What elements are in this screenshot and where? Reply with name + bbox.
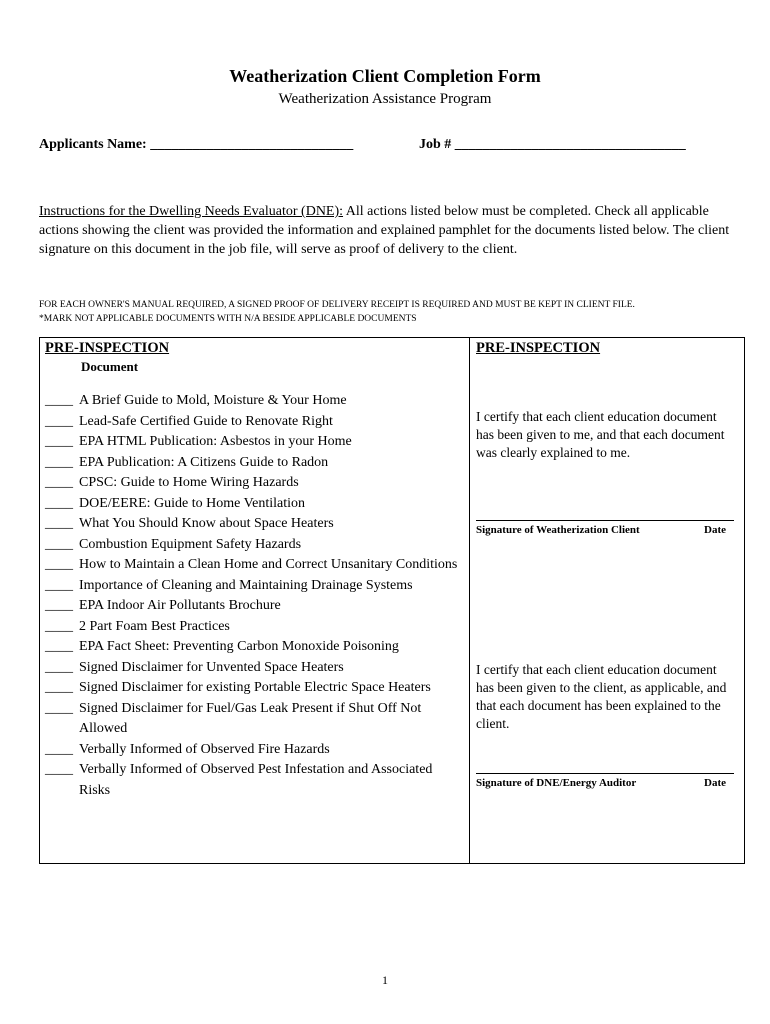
document-checklist-item — [45, 596, 465, 617]
column-divider — [469, 338, 470, 863]
document-title: EPA Fact Sheet: Preventing Carbon Monoxide Poisoning — [79, 639, 399, 654]
document-title: A Brief Guide to Mold, Moisture & Your Home — [79, 393, 347, 408]
right-section-heading: PRE-INSPECTION — [476, 340, 601, 356]
certification-column — [476, 340, 738, 357]
document-checklist-item — [45, 637, 465, 658]
document-title: EPA Publication: A Citizens Guide to Radon — [79, 454, 329, 470]
document-column-heading: Document — [81, 359, 139, 374]
checklist-blank[interactable]: ____ — [45, 495, 73, 511]
dne-signature-line[interactable] — [476, 773, 734, 774]
checklist-blank[interactable]: ____ — [45, 413, 73, 429]
document-title: Signed Disclaimer for Unvented Space Heaters — [79, 659, 344, 675]
document-checklist-item — [45, 658, 465, 679]
checklist-blank[interactable]: ____ — [45, 598, 73, 613]
document-title: Signed Disclaimer for existing Portable Electric Space Heaters — [79, 680, 431, 695]
checklist-blank[interactable]: ____ — [45, 393, 73, 408]
instructions-paragraph — [39, 202, 745, 259]
client-signature-caption: Signature of Weatherization Client — [476, 524, 640, 536]
dne-signature-caption: Signature of DNE/Energy Auditor — [476, 777, 637, 789]
checklist-blank[interactable]: ____ — [45, 454, 73, 470]
document-title: EPA Indoor Air Pollutants Brochure — [79, 598, 281, 613]
document-checklist-item — [45, 494, 465, 515]
checklist-blank[interactable]: ____ — [45, 475, 73, 490]
notes-block — [39, 298, 745, 326]
document-checklist-item — [45, 514, 465, 535]
instructions-body: All actions listed below must be completed. Check all applicable actions showing the client was provided the information and explained pamphlet for the documents listed below. The client signature on this document in the job file, will serve as proof of delivery to the client. — [39, 204, 730, 257]
client-certification-text: I certify that each client education document has been given to me, and that each document was clearly explained to me. — [476, 409, 725, 460]
checklist-blank[interactable]: ____ — [45, 536, 73, 552]
document-title: DOE/EERE: Guide to Home Ventilation — [79, 495, 306, 511]
checklist-blank[interactable]: ____ — [45, 680, 73, 695]
page-number: 1 — [382, 973, 388, 987]
document-title: Verbally Informed of Observed Pest Infestation and Associated Risks — [79, 762, 433, 798]
form-subtitle: Weatherization Assistance Program — [278, 91, 492, 107]
client-signature-label — [476, 524, 734, 536]
document-title: Combustion Equipment Safety Hazards — [79, 536, 302, 552]
checklist-blank[interactable]: ____ — [45, 762, 73, 777]
document-checklist-item — [45, 740, 465, 761]
checklist-blank[interactable]: ____ — [45, 516, 73, 531]
checklist-blank[interactable]: ____ — [45, 434, 73, 449]
document-title: Verbally Informed of Observed Fire Hazards — [79, 741, 330, 757]
document-checklist-item — [45, 432, 465, 453]
document-column — [45, 340, 465, 801]
checklist-blank[interactable]: ____ — [45, 659, 73, 675]
checklist-blank[interactable]: ____ — [45, 741, 73, 757]
document-checklist-item — [45, 412, 465, 433]
document-checklist-item — [45, 617, 465, 638]
document-title: What You Should Know about Space Heaters — [79, 516, 334, 531]
applicant-name-field[interactable]: Applicants Name: _____________________________ — [39, 137, 354, 152]
document-checklist-item — [45, 678, 465, 699]
document-title: Signed Disclaimer for Fuel/Gas Leak Present if Shut Off Not Allowed — [79, 700, 422, 736]
dne-certification-text: I certify that each client education document has been given to the client, as applicable, and that each document has been explained to the client. — [476, 662, 727, 731]
client-signature-line[interactable] — [476, 520, 734, 521]
dne-date-label: Date — [704, 777, 726, 789]
document-checklist-item — [45, 699, 465, 740]
dne-signature-label — [476, 777, 734, 789]
checklist-blank[interactable]: ____ — [45, 700, 73, 716]
checklist-blank[interactable]: ____ — [45, 577, 73, 593]
document-title: 2 Part Foam Best Practices — [79, 618, 230, 634]
document-checklist-item — [45, 576, 465, 597]
checklist-blank[interactable]: ____ — [45, 639, 73, 654]
document-title: EPA HTML Publication: Asbestos in your Home — [79, 434, 352, 449]
checklist-table — [39, 337, 745, 864]
left-section-heading: PRE-INSPECTION — [45, 340, 170, 356]
form-title: Weatherization Client Completion Form — [229, 66, 541, 86]
checklist-blank[interactable]: ____ — [45, 618, 73, 634]
document-checklist-item — [45, 473, 465, 494]
document-title: CPSC: Guide to Home Wiring Hazards — [79, 475, 299, 490]
client-date-label: Date — [704, 524, 726, 536]
instructions-lead: Instructions for the Dwelling Needs Evaluator (DNE): — [39, 204, 344, 219]
note-not-applicable: *MARK NOT APPLICABLE DOCUMENTS WITH N/A BESIDE APPLICABLE DOCUMENTS — [39, 314, 417, 324]
document-list — [45, 391, 465, 801]
document-title: Importance of Cleaning and Maintaining Drainage Systems — [79, 577, 413, 593]
document-checklist-item — [45, 391, 465, 412]
document-checklist-item — [45, 555, 465, 576]
document-title: Lead-Safe Certified Guide to Renovate Right — [79, 413, 333, 429]
note-owner-manual: FOR EACH OWNER'S MANUAL REQUIRED, A SIGNED PROOF OF DELIVERY RECEIPT IS REQUIRED AND MUST BE KEPT IN CLIENT FILE. — [39, 300, 635, 310]
document-checklist-item — [45, 535, 465, 556]
document-title: How to Maintain a Clean Home and Correct Unsanitary Conditions — [79, 557, 458, 572]
document-checklist-item — [45, 760, 465, 801]
job-number-field[interactable]: Job # _________________________________ — [419, 137, 686, 152]
document-checklist-item — [45, 453, 465, 474]
checklist-blank[interactable]: ____ — [45, 557, 73, 572]
